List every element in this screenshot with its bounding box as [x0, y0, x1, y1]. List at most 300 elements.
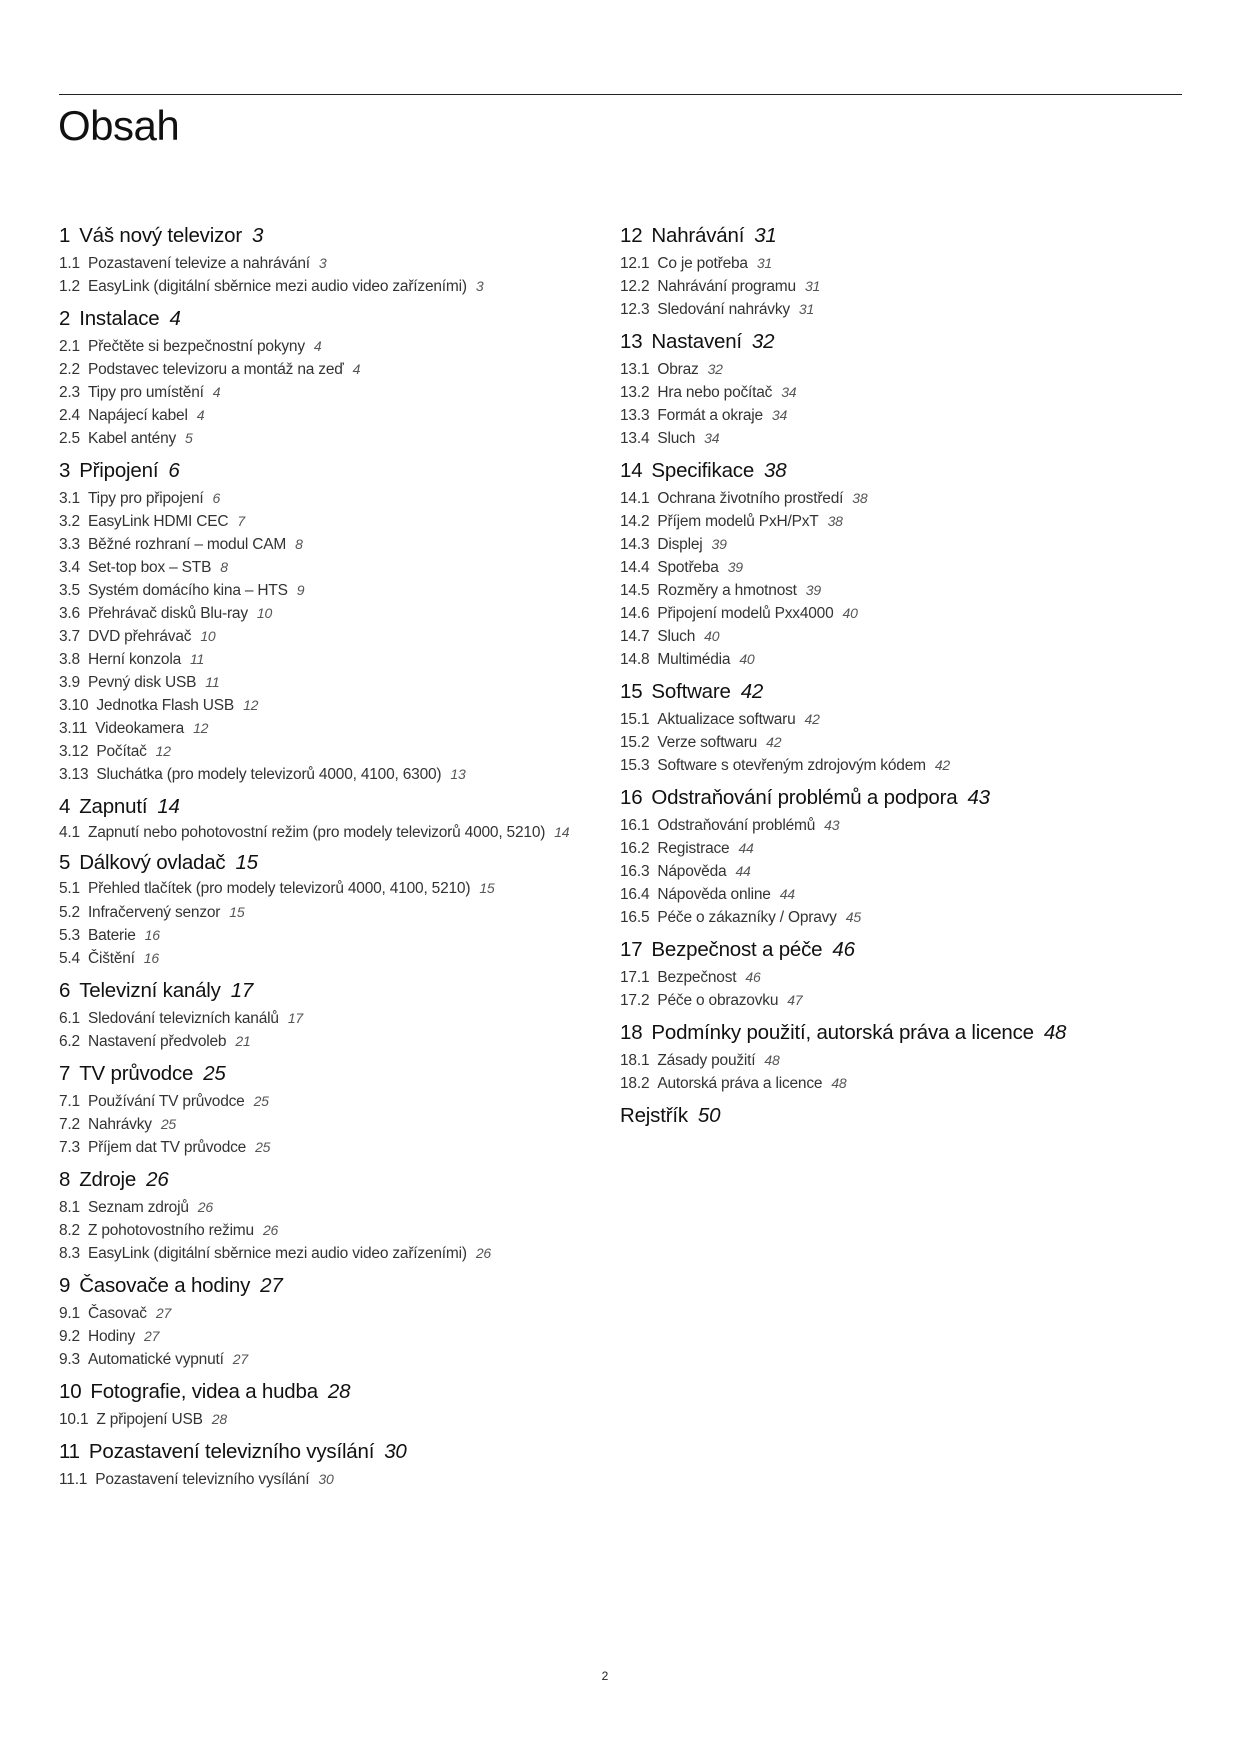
- toc-entry[interactable]: [59, 1302, 579, 1325]
- toc-entry[interactable]: [59, 1408, 579, 1431]
- section-title: Dálkový ovladač: [79, 851, 226, 874]
- section-number: 11: [59, 1440, 80, 1463]
- section-page: 28: [327, 1380, 351, 1403]
- entry-page: 27: [155, 1305, 172, 1321]
- toc-section-heading[interactable]: [59, 1272, 579, 1299]
- entry-title: Registrace: [657, 840, 730, 857]
- entry-title: Systém domácího kina – HTS: [87, 582, 288, 599]
- toc-entry[interactable]: [620, 602, 1140, 625]
- section-number: 13: [620, 330, 643, 353]
- toc-entry[interactable]: [620, 487, 1140, 510]
- entry-title: Nahrávání programu: [657, 278, 796, 295]
- toc-section: [59, 457, 579, 786]
- entry-page: 13: [450, 766, 466, 782]
- entry-number: 12.3: [620, 301, 650, 318]
- entry-page: 15: [479, 880, 495, 896]
- section-number: 10: [59, 1380, 82, 1403]
- entry-number: 3.10: [59, 697, 89, 714]
- section-title: Televizní kanály: [79, 979, 221, 1002]
- entry-page: 47: [787, 992, 803, 1008]
- entry-page: 16: [144, 927, 160, 943]
- entry-number: 18.1: [620, 1052, 650, 1069]
- section-page: 14: [157, 795, 180, 818]
- toc-entry[interactable]: [59, 648, 579, 671]
- section-title: Specifikace: [651, 459, 755, 482]
- entry-title: Co je potřeba: [657, 255, 748, 272]
- entry-title: Zapnutí nebo pohotovostní režim (pro modely televizorů 4000, 5210): [87, 824, 546, 841]
- toc-entry[interactable]: [59, 602, 579, 625]
- entry-number: 14.8: [620, 651, 650, 668]
- entry-title: EasyLink HDMI CEC: [87, 513, 229, 530]
- entry-number: 3.13: [59, 766, 89, 783]
- entry-page: 4: [196, 407, 205, 423]
- toc-entry[interactable]: [59, 404, 579, 427]
- entry-number: 14.1: [620, 490, 650, 507]
- toc-entry[interactable]: [59, 358, 579, 381]
- entry-page: 34: [781, 384, 797, 400]
- entry-title: Infračervený senzor: [87, 904, 221, 921]
- toc-entry[interactable]: [59, 625, 579, 648]
- entry-page: 42: [766, 734, 782, 750]
- toc-section: [620, 328, 1140, 450]
- entry-number: 3.9: [59, 674, 80, 691]
- entry-page: 12: [193, 720, 209, 736]
- toc-section: [59, 849, 579, 970]
- entry-page: 10: [200, 628, 216, 644]
- entry-page: 38: [852, 490, 868, 506]
- entry-title: Pozastavení televizního vysílání: [95, 1471, 310, 1488]
- entry-number: 16.5: [620, 909, 650, 926]
- entry-page: 26: [197, 1199, 213, 1215]
- toc-section-heading[interactable]: [620, 784, 1140, 811]
- entry-title: Kabel antény: [87, 430, 177, 447]
- toc-entry[interactable]: [620, 381, 1140, 404]
- toc-entry[interactable]: [59, 1030, 579, 1053]
- entry-page: 27: [144, 1328, 160, 1344]
- entry-number: 5.3: [59, 927, 80, 944]
- section-title: Instalace: [79, 307, 160, 330]
- entry-page: 40: [842, 605, 858, 621]
- entry-number: 2.1: [59, 338, 80, 355]
- entry-title: Přečtěte si bezpečnostní pokyny: [87, 338, 305, 355]
- entry-number: 2.5: [59, 430, 80, 447]
- entry-title: Baterie: [87, 927, 136, 944]
- toc-section: [59, 1060, 579, 1159]
- entry-number: 5.4: [59, 950, 80, 967]
- entry-number: 3.2: [59, 513, 80, 530]
- toc-entry[interactable]: [620, 510, 1140, 533]
- entry-number: 3.1: [59, 490, 80, 507]
- entry-number: 11.1: [59, 1471, 88, 1488]
- toc-entry[interactable]: [59, 1090, 579, 1113]
- entry-page: 44: [735, 863, 751, 879]
- entry-number: 3.3: [59, 536, 80, 553]
- toc-entry[interactable]: [59, 1242, 579, 1265]
- toc-entry[interactable]: [59, 1325, 579, 1348]
- entry-title: EasyLink (digitální sběrnice mezi audio video zařízeními): [87, 1245, 467, 1262]
- toc-section-heading[interactable]: [59, 1378, 579, 1405]
- toc-section-heading[interactable]: [620, 457, 1140, 484]
- toc-entry[interactable]: [59, 1113, 579, 1136]
- toc-section: [620, 936, 1140, 1012]
- toc-entry[interactable]: [59, 533, 579, 556]
- entry-title: Verze softwaru: [657, 734, 758, 751]
- entry-page: 30: [318, 1471, 334, 1487]
- entry-page: 4: [352, 361, 361, 377]
- section-number: 16: [620, 786, 643, 809]
- section-page: 38: [764, 459, 787, 482]
- entry-page: 28: [211, 1411, 227, 1427]
- toc-entry[interactable]: [59, 879, 579, 898]
- section-title: Rejstřík: [620, 1104, 688, 1127]
- entry-number: 3.6: [59, 605, 80, 622]
- entry-title: EasyLink (digitální sběrnice mezi audio video zařízeními): [87, 278, 467, 295]
- toc-entry[interactable]: [59, 1136, 579, 1159]
- section-title: Fotografie, videa a hudba: [90, 1380, 318, 1403]
- section-page: 42: [740, 680, 764, 703]
- entry-page: 3: [318, 255, 327, 271]
- toc-section-heading[interactable]: [59, 305, 579, 332]
- entry-page: 34: [771, 407, 788, 423]
- toc-section: [620, 1019, 1140, 1095]
- entry-number: 18.2: [620, 1075, 650, 1092]
- entry-page: 27: [232, 1351, 248, 1367]
- entry-page: 12: [243, 697, 259, 713]
- entry-page: 39: [711, 536, 727, 552]
- toc-right-column: [620, 222, 1140, 1136]
- section-page: 4: [169, 307, 181, 330]
- entry-title: Videokamera: [95, 720, 185, 737]
- toc-entry[interactable]: [620, 579, 1140, 602]
- entry-number: 14.7: [620, 628, 650, 645]
- entry-page: 25: [253, 1093, 269, 1109]
- section-page: 26: [146, 1168, 169, 1191]
- toc-entry[interactable]: [620, 883, 1140, 906]
- entry-number: 13.2: [620, 384, 650, 401]
- toc-entry[interactable]: [59, 335, 579, 358]
- entry-page: 25: [160, 1116, 177, 1132]
- entry-title: Displej: [657, 536, 703, 553]
- entry-page: 15: [229, 904, 245, 920]
- toc-section: [59, 1438, 579, 1491]
- toc-section: [59, 305, 579, 450]
- entry-number: 3.12: [59, 743, 89, 760]
- entry-title: Nastavení předvoleb: [87, 1033, 227, 1050]
- entry-title: Přehrávač disků Blu-ray: [87, 605, 248, 622]
- toc-entry[interactable]: [620, 731, 1140, 754]
- entry-page: 40: [704, 628, 720, 644]
- toc-entry[interactable]: [620, 252, 1140, 275]
- toc-entry[interactable]: [59, 1468, 579, 1491]
- entry-number: 15.2: [620, 734, 650, 751]
- toc-section-heading[interactable]: [59, 1060, 579, 1087]
- toc-entry[interactable]: [620, 754, 1140, 777]
- entry-number: 8.2: [59, 1222, 80, 1239]
- section-page: 6: [168, 459, 180, 482]
- entry-number: 2.4: [59, 407, 80, 424]
- entry-page: 7: [237, 513, 245, 529]
- entry-page: 48: [764, 1052, 780, 1068]
- toc-section: [59, 793, 579, 842]
- entry-title: Pevný disk USB: [87, 674, 197, 691]
- section-number: 4: [59, 795, 71, 818]
- toc-entry[interactable]: [59, 947, 579, 970]
- entry-title: Odstraňování problémů: [657, 817, 816, 834]
- toc-entry[interactable]: [59, 740, 579, 763]
- entry-number: 3.11: [59, 720, 88, 737]
- toc-section-heading[interactable]: [620, 222, 1140, 249]
- entry-title: Z připojení USB: [96, 1411, 203, 1428]
- entry-page: 42: [804, 711, 820, 727]
- toc-entry[interactable]: [620, 556, 1140, 579]
- section-title: Zapnutí: [79, 795, 148, 818]
- toc-entry[interactable]: [620, 837, 1140, 860]
- entry-number: 6.1: [59, 1010, 80, 1027]
- page-title: Obsah: [58, 102, 180, 149]
- entry-title: Přehled tlačítek (pro modely televizorů 4000, 4100, 5210): [87, 880, 471, 897]
- entry-title: Formát a okraje: [657, 407, 763, 424]
- toc-entry[interactable]: [620, 860, 1140, 883]
- toc-entry[interactable]: [620, 625, 1140, 648]
- entry-title: Z pohotovostního režimu: [87, 1222, 254, 1239]
- toc-entry[interactable]: [620, 814, 1140, 837]
- toc-entry[interactable]: [620, 533, 1140, 556]
- toc-entry[interactable]: [59, 694, 579, 717]
- entry-page: 26: [262, 1222, 279, 1238]
- entry-page: 32: [707, 361, 723, 377]
- entry-title: Příjem modelů PxH/PxT: [657, 513, 819, 530]
- section-number: 1: [59, 224, 71, 247]
- section-number: 18: [620, 1021, 643, 1044]
- entry-title: Rozměry a hmotnost: [657, 582, 797, 599]
- toc-entry[interactable]: [59, 579, 579, 602]
- entry-number: 7.2: [59, 1116, 80, 1133]
- entry-number: 15.3: [620, 757, 650, 774]
- entry-number: 14.6: [620, 605, 650, 622]
- entry-title: Časovač: [87, 1305, 147, 1322]
- section-title: TV průvodce: [79, 1062, 194, 1085]
- entry-page: 14: [554, 824, 570, 840]
- entry-number: 6.2: [59, 1033, 80, 1050]
- entry-number: 16.2: [620, 840, 650, 857]
- section-page: 31: [754, 224, 777, 247]
- entry-number: 5.1: [59, 880, 80, 897]
- entry-page: 8: [220, 559, 228, 575]
- entry-title: Podstavec televizoru a montáž na zeď: [87, 361, 344, 378]
- toc-section: [620, 222, 1140, 321]
- toc-section: [620, 784, 1140, 929]
- entry-page: 4: [313, 338, 322, 354]
- section-page: 46: [832, 938, 855, 961]
- entry-number: 5.2: [59, 904, 80, 921]
- section-page: 32: [751, 330, 775, 353]
- toc-section-heading[interactable]: [620, 1102, 1140, 1129]
- toc-section: [620, 678, 1140, 777]
- entry-title: Připojení modelů Pxx4000: [657, 605, 834, 622]
- toc-section: [59, 1166, 579, 1265]
- entry-number: 13.3: [620, 407, 650, 424]
- toc-entry[interactable]: [620, 989, 1140, 1012]
- entry-page: 38: [827, 513, 843, 529]
- entry-number: 14.5: [620, 582, 650, 599]
- entry-title: Zásady použití: [657, 1052, 756, 1069]
- section-number: 17: [620, 938, 643, 961]
- entry-title: Obraz: [657, 361, 699, 378]
- toc-section: [620, 1102, 1140, 1129]
- toc-entry[interactable]: [59, 671, 579, 694]
- entry-page: 3: [475, 278, 484, 294]
- entry-page: 48: [831, 1075, 847, 1091]
- entry-page: 8: [295, 536, 303, 552]
- entry-title: Aktualizace softwaru: [657, 711, 796, 728]
- entry-title: Počítač: [96, 743, 147, 760]
- section-number: 14: [620, 459, 643, 482]
- toc-entry[interactable]: [620, 404, 1140, 427]
- entry-page: 17: [287, 1010, 304, 1026]
- entry-page: 44: [738, 840, 754, 856]
- toc-entry[interactable]: [59, 763, 579, 786]
- toc-entry[interactable]: [59, 556, 579, 579]
- entry-page: 5: [185, 430, 193, 446]
- toc-section-heading[interactable]: [59, 977, 579, 1004]
- toc-section: [59, 222, 579, 298]
- entry-title: Multimédia: [657, 651, 731, 668]
- toc-entry[interactable]: [59, 1219, 579, 1242]
- entry-number: 1.1: [59, 255, 80, 272]
- entry-page: 11: [205, 674, 220, 690]
- toc-entry[interactable]: [59, 1007, 579, 1030]
- section-number: 15: [620, 680, 643, 703]
- toc-entry[interactable]: [59, 427, 579, 450]
- toc-entry[interactable]: [620, 358, 1140, 381]
- entry-number: 17.1: [620, 969, 650, 986]
- entry-number: 2.2: [59, 361, 80, 378]
- toc-entry[interactable]: [59, 487, 579, 510]
- section-number: 8: [59, 1168, 71, 1191]
- toc-entry[interactable]: [620, 648, 1140, 671]
- toc-entry[interactable]: [59, 717, 579, 740]
- section-page: 25: [203, 1062, 226, 1085]
- toc-entry[interactable]: [620, 275, 1140, 298]
- entry-number: 12.2: [620, 278, 650, 295]
- toc-section: [620, 457, 1140, 671]
- toc-entry[interactable]: [59, 1196, 579, 1219]
- entry-page: 16: [143, 950, 159, 966]
- entry-number: 8.1: [59, 1199, 80, 1216]
- toc-section-heading[interactable]: [59, 457, 579, 484]
- entry-number: 10.1: [59, 1411, 89, 1428]
- entry-title: Ochrana životního prostředí: [657, 490, 844, 507]
- section-number: 7: [59, 1062, 71, 1085]
- section-title: Software: [651, 680, 731, 703]
- toc-section-heading[interactable]: [59, 849, 579, 876]
- toc-entry[interactable]: [59, 510, 579, 533]
- section-page: 48: [1043, 1021, 1067, 1044]
- toc-entry[interactable]: [59, 901, 579, 924]
- toc-section-heading[interactable]: [620, 328, 1140, 355]
- entry-number: 8.3: [59, 1245, 80, 1262]
- entry-title: Herní konzola: [87, 651, 181, 668]
- entry-number: 3.8: [59, 651, 80, 668]
- entry-number: 16.1: [620, 817, 650, 834]
- entry-page: 43: [824, 817, 840, 833]
- entry-number: 3.7: [59, 628, 80, 645]
- entry-title: Nápověda: [657, 863, 727, 880]
- entry-title: Autorská práva a licence: [657, 1075, 823, 1092]
- entry-title: Tipy pro připojení: [87, 490, 204, 507]
- entry-page: 25: [255, 1139, 271, 1155]
- entry-number: 17.2: [620, 992, 650, 1009]
- toc-entry[interactable]: [620, 708, 1140, 731]
- section-title: Bezpečnost a péče: [651, 938, 823, 961]
- entry-title: Pozastavení televize a nahrávání: [87, 255, 310, 272]
- entry-number: 9.3: [59, 1351, 80, 1368]
- entry-title: Software s otevřeným zdrojovým kódem: [657, 757, 926, 774]
- toc-entry[interactable]: [59, 252, 579, 275]
- section-number: 2: [59, 307, 71, 330]
- entry-title: Bezpečnost: [657, 969, 737, 986]
- section-title: Zdroje: [79, 1168, 137, 1191]
- toc-section-heading[interactable]: [59, 1438, 579, 1465]
- entry-page: 21: [235, 1033, 251, 1049]
- toc-section: [59, 1272, 579, 1371]
- toc-entry[interactable]: [620, 1049, 1140, 1072]
- toc-entry[interactable]: [620, 298, 1140, 321]
- section-title: Připojení: [79, 459, 159, 482]
- entry-number: 3.4: [59, 559, 80, 576]
- toc-section-heading[interactable]: [59, 1166, 579, 1193]
- toc-entry[interactable]: [620, 906, 1140, 929]
- top-rule: [59, 94, 1182, 95]
- section-page: 50: [697, 1104, 721, 1127]
- entry-title: DVD přehrávač: [87, 628, 192, 645]
- entry-title: Napájecí kabel: [87, 407, 188, 424]
- entry-title: Spotřeba: [657, 559, 719, 576]
- section-title: Pozastavení televizního vysílání: [88, 1440, 375, 1463]
- entry-title: Jednotka Flash USB: [96, 697, 235, 714]
- entry-title: Hra nebo počítač: [657, 384, 773, 401]
- toc-entry[interactable]: [59, 924, 579, 947]
- entry-page: 9: [296, 582, 305, 598]
- entry-title: Sluch: [657, 430, 696, 447]
- section-number: 9: [59, 1274, 71, 1297]
- toc-entry[interactable]: [620, 427, 1140, 450]
- section-page: 27: [260, 1274, 283, 1297]
- entry-number: 9.2: [59, 1328, 80, 1345]
- toc-section-heading[interactable]: [59, 793, 579, 820]
- toc-section: [59, 977, 579, 1053]
- entry-page: 46: [745, 969, 761, 985]
- toc-section-heading[interactable]: [59, 222, 579, 249]
- entry-number: 14.2: [620, 513, 650, 530]
- toc-entry[interactable]: [59, 275, 579, 298]
- entry-title: Sluch: [657, 628, 696, 645]
- toc-section-heading[interactable]: [620, 1019, 1140, 1046]
- toc-entry[interactable]: [59, 1348, 579, 1371]
- toc-entry[interactable]: [620, 1072, 1140, 1095]
- toc-section-heading[interactable]: [620, 678, 1140, 705]
- section-title: Časovače a hodiny: [79, 1274, 251, 1297]
- toc-entry[interactable]: [620, 966, 1140, 989]
- toc-section-heading[interactable]: [620, 936, 1140, 963]
- toc-entry[interactable]: [59, 381, 579, 404]
- entry-number: 16.3: [620, 863, 650, 880]
- entry-page: 4: [212, 384, 221, 400]
- toc-entry[interactable]: [59, 823, 579, 842]
- entry-title: Hodiny: [87, 1328, 136, 1345]
- entry-number: 15.1: [620, 711, 650, 728]
- entry-page: 42: [934, 757, 951, 773]
